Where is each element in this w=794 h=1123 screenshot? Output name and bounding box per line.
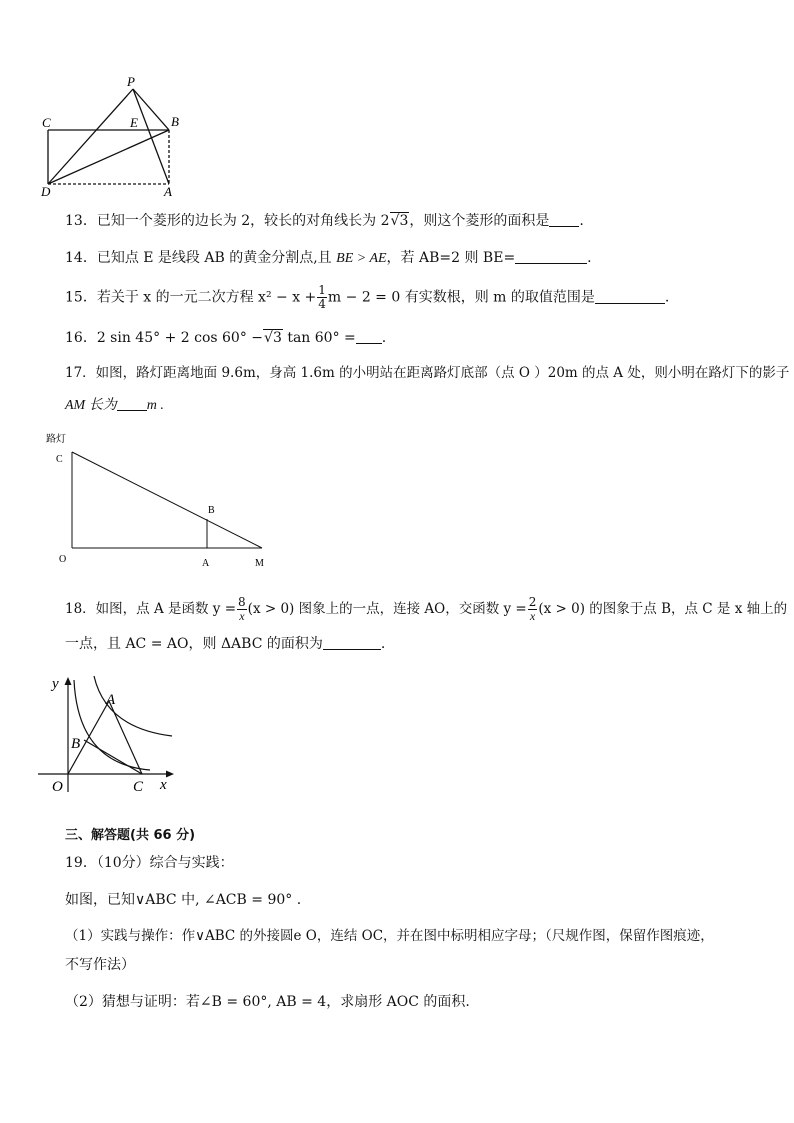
label-A: A <box>106 692 116 708</box>
question-16: 16．2 sin 45° + 2 cos 60° −√3 tan 60° = . <box>65 330 387 346</box>
q16-sqrt: √3 <box>264 330 282 346</box>
x-axis-arrow <box>166 771 174 778</box>
question-19-part2: （2）猜想与证明：若∠B = 60°, AB = 4，求扇形 AOC 的面积. <box>65 994 470 1010</box>
label-y: y <box>52 676 59 692</box>
question-18-line1: 18．如图，点 A 是函数 y = $\frac{8}{x}$ (x > 0) 图象上的一点，连接 AO，交函数 y = $\frac{2}{x}$ (x > 0) 的图象于点 B，点 C 是 x 轴上的 <box>65 595 788 623</box>
q15-answer-blank[interactable] <box>595 289 665 304</box>
question-19-part1-line1: （1）实践与操作：作∨ABC 的外接圆e O，连结 OC，并在图中标明相应字母；（尺规作图，保留作图痕迹， <box>65 928 714 944</box>
label-B: B <box>208 505 215 516</box>
question-15: 15．若关于 x 的一元二次方程 x² − x + $\frac{1}{4}$ m − 2 = 0 有实数根，则 m 的取值范围是 . <box>65 283 670 311</box>
figure-rectangle-pdeb <box>38 74 188 200</box>
question-17-line1: 17．如图，路灯距离地面 9.6m，身高 1.6m 的小明站在距离路灯底部（点 O ）20m 的点 A 处，则小明在路灯下的影子 <box>65 365 790 381</box>
label-x: x <box>160 777 167 793</box>
question-13: 13．已知一个菱形的边长为 2，较长的对角线长为 2√3，则这个菱形的面积是 . <box>65 213 584 229</box>
q14-condition: BE > AE <box>336 251 387 266</box>
q13-answer-blank[interactable] <box>549 212 579 227</box>
question-19-given: 如图，已知∨ABC 中, ∠ACB = 90° . <box>65 892 302 908</box>
question-14: 14．已知点 E 是线段 AB 的黄金分割点,且 BE > AE，若 AB=2 则 BE= . <box>65 250 592 266</box>
question-19-part1-line2: 不写作法） <box>65 957 135 973</box>
y-axis-arrow <box>65 677 72 685</box>
q15-text: 15．若关于 x 的一元二次方程 x² − x + <box>65 289 317 306</box>
q15-mid: m − 2 = 0 有实数根，则 m 的取值范围是 <box>327 289 595 306</box>
label-D: D <box>41 184 51 199</box>
segment-AC <box>109 701 142 774</box>
q14-post: ，若 AB=2 则 BE= <box>386 250 516 266</box>
q15-fraction: $\frac{1}{4}$ <box>318 283 326 311</box>
q13-sqrt: √3 <box>390 213 409 229</box>
light-ray-CM <box>72 452 262 548</box>
question-18-line2: 一点，且 AC = AO，则 ΔABC 的面积为 . <box>65 636 386 652</box>
q18-fraction-2-over-x: $\frac{2}{x}$ <box>528 595 537 623</box>
label-A: A <box>202 558 210 569</box>
label-E: E <box>130 115 138 130</box>
label-O: O <box>52 779 63 795</box>
segment-DB <box>48 130 169 184</box>
q14-answer-blank[interactable] <box>515 249 587 264</box>
q16-answer-blank[interactable] <box>356 329 382 344</box>
segment-DP <box>48 89 133 184</box>
q16-post: tan 60° = <box>287 330 356 346</box>
q13-post: ，则这个菱形的面积是 <box>409 213 550 229</box>
question-19-head: 19．（10分）综合与实践： <box>65 855 234 871</box>
label-B: B <box>171 114 179 129</box>
figure-inverse-functions <box>36 668 186 798</box>
label-street-lamp: 路灯 <box>46 434 66 445</box>
q13-text: 13．已知一个菱形的边长为 2，较长的对角线长为 2 <box>65 213 390 229</box>
label-M: M <box>255 558 264 569</box>
q18-answer-blank[interactable] <box>323 635 381 650</box>
label-B: B <box>71 736 81 752</box>
q16-text: 16．2 sin 45° + 2 cos 60° − <box>65 330 264 346</box>
q17-answer-blank[interactable] <box>117 396 147 411</box>
label-C: C <box>42 115 51 130</box>
segment-BC <box>84 740 142 774</box>
label-O: O <box>59 554 67 565</box>
label-P: P <box>127 74 135 89</box>
q18-fraction-8-over-x: $\frac{8}{x}$ <box>238 595 246 623</box>
segment-PB <box>133 89 169 130</box>
q14-text: 14．已知点 E 是线段 AB 的黄金分割点,且 <box>65 250 332 266</box>
segment-PA <box>133 89 169 184</box>
figure-street-lamp <box>40 428 280 573</box>
section-heading-3: 三、解答题(共 66 分) <box>65 828 196 843</box>
label-A: A <box>164 184 172 199</box>
question-17-line2: AM 长为 m . <box>65 398 164 413</box>
label-C: C <box>133 779 144 795</box>
label-C: C <box>56 454 63 465</box>
